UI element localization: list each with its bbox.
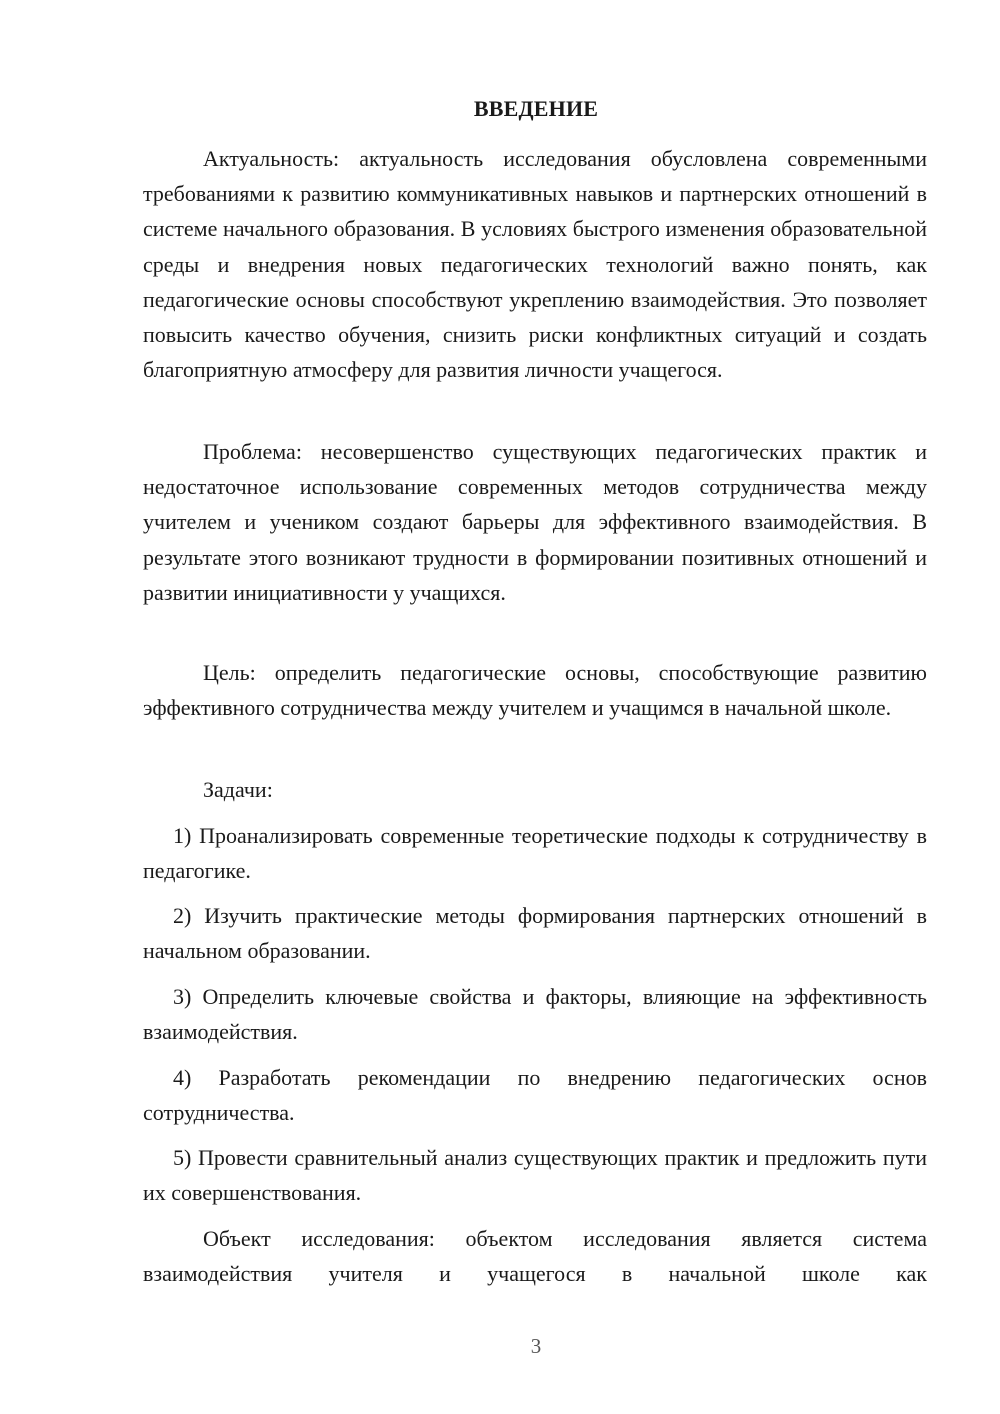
object-paragraph: Объект исследования: объектом исследования является система взаимодействия учителя и учащегося в начальной школе как [143, 1226, 927, 1287]
task-item: 2) Изучить практические методы формирования партнерских отношений в начальном образовании. [143, 903, 927, 964]
page-number: 3 [530, 1334, 542, 1358]
document-body-tasks-heading [143, 772, 927, 807]
document-body [143, 141, 927, 387]
task-item: 5) Провести сравнительный анализ существующих практик и предложить пути их совершенствования. [143, 1145, 927, 1206]
task-item: 3) Определить ключевые свойства и факторы, влияющие на эффективность взаимодействия. [143, 984, 927, 1045]
tasks-heading: Задачи: [203, 777, 273, 802]
task-item-3-block [143, 979, 927, 1049]
document-body-problem [143, 434, 927, 610]
task-item-5-block [143, 1140, 927, 1210]
document-body-goal [143, 655, 927, 725]
problem-paragraph: Проблема: несовершенство существующих педагогических практик и недостаточное использование современных методов сотрудничества между учителем и учеником создают барьеры для эффективного взаимодействия. В результате этого возникают трудности в формировании позитивных отношений и развитии инициативности у учащихся. [143, 439, 927, 605]
task-item-2-block [143, 898, 927, 968]
task-item: 1) Проанализировать современные теоретические подходы к сотрудничеству в педагогике. [143, 823, 927, 884]
document-body-object [143, 1221, 927, 1291]
task-item-1-block [143, 818, 927, 888]
task-item: 4) Разработать рекомендации по внедрению педагогических основ сотрудничества. [143, 1065, 927, 1126]
relevance-paragraph: Актуальность: актуальность исследования обусловлена современными требованиями к развитию коммуникативных навыков и партнерских отношений в системе начального образования. В условиях быстрого изменения образовательной среды и внедрения новых педагогических технологий важно понять, как педагогические основы способствуют укреплению взаимодействия. Это позволяет повысить качество обучения, снизить риски конфликтных ситуаций и создать благоприятную атмосферу для развития личности учащегося. [143, 146, 927, 383]
goal-paragraph: Цель: определить педагогические основы, способствующие развитию эффективного сотрудничества между учителем и учащимся в начальной школе. [143, 660, 927, 721]
task-item-4-block [143, 1060, 927, 1130]
page-title: ВВЕДЕНИЕ [473, 96, 599, 121]
